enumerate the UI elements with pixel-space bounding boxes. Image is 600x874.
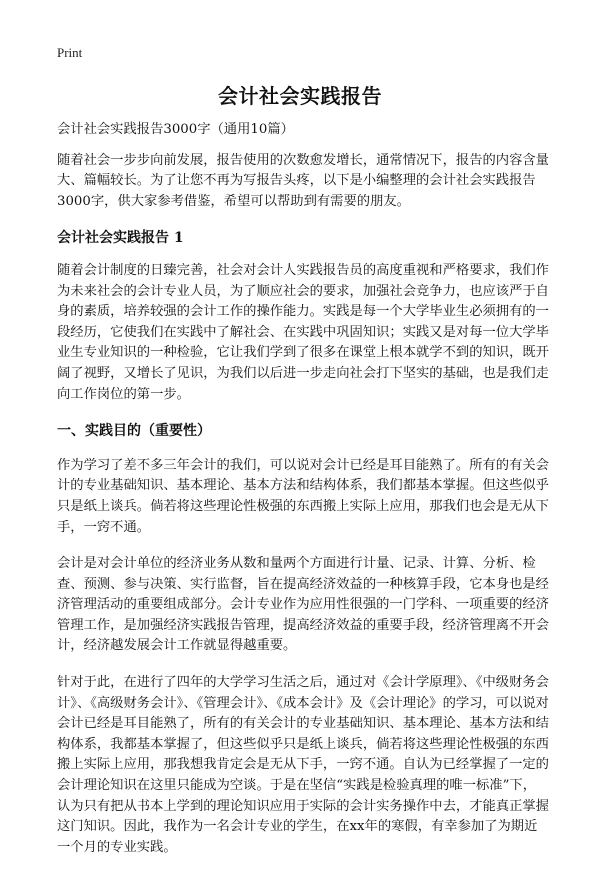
section-paragraph: 随着会计制度的日臻完善，社会对会计人实践报告员的高度重视和严格要求，我们作为未来社会的会计专业人员，为了顺应社会的要求，加强社会竞争力，也应该严于自身的素质，培养较强的会计工作的操作能力。实践是每一个大学毕业生必须拥有的一段经历，它使我们在实践中了解社会、在实践中巩固知识；实践又是对每一位大学毕业生专业知识的一种检验，它让我们学到了很多在课堂上根本就学不到的知识，既开阔了视野，又增长了见识，为我们以后进一步走向社会打下坚实的基础，也是我们走向工作岗位的第一步。 xyxy=(57,262,549,402)
print-link[interactable]: Print xyxy=(57,45,83,60)
document-subtitle: 会计社会实践报告3000字（通用10篇） xyxy=(57,122,294,137)
purpose-paragraph-3: 针对于此，在进行了四年的大学学习生活之后，通过对《会计学原理》、《中级财务会计》、《高级财务会计》、《管理会计》、《成本会计》及《会计理论》的学习，可以说对会计已经是耳目能熟了，所有的有关会计的专业基础知识、基本理论、基本方法和结构体系，我都基本掌握了，但这些似乎只是纸上谈兵，倘若将这些理论性极强的东西搬上实际上应用，那我想我肯定会是无从下手，一窍不通。自认为已经掌握了一定的会计理论知识在这里只能成为空谈。于是在坚信“实践是检验真理的唯一标准”下，认为只有把从书本上学到的理论知识应用于实际的会计实务操作中去，才能真正掌握这门知识。因此，我作为一名会计专业的学生，在xx年的寒假，有幸参加了为期近一个月的专业实践。 xyxy=(57,675,549,855)
section-heading: 会计社会实践报告 1 xyxy=(57,230,184,247)
document-title: 会计社会实践报告 xyxy=(218,84,382,108)
document-body xyxy=(57,120,549,874)
purpose-paragraph-1: 作为学习了差不多三年会计的我们，可以说对会计已经是耳目能熟了。所有的有关会计的专业基础知识、基本理论、基本方法和结构体系，我们都基本掌握。但这些似乎只是纸上谈兵。倘若将这些理论性极强的东西搬上实际上应用，那我们也会是无从下手，一窍不通。 xyxy=(57,457,549,535)
intro-paragraph: 随着社会一步步向前发展，报告使用的次数愈发增长，通常情况下，报告的内容含量大、篇幅较长。为了让您不再为写报告头疼，以下是小编整理的会计社会实践报告3000字，供大家参考借鉴，希望可以帮助到有需要的朋友。 xyxy=(57,152,549,209)
purpose-paragraph-2: 会计是对会计单位的经济业务从数和量两个方面进行计量、记录、计算、分析、检查、预测、参与决策、实行监督，旨在提高经济效益的一种核算手段，它本身也是经济管理活动的重要组成部分。会计专业作为应用性很强的一门学科、一项重要的经济管理工作，是加强经济实践报告管理，提高经济效益的重要手段，经济管理离不开会计，经济越发展会计工作就显得越重要。 xyxy=(57,556,549,654)
purpose-heading: 一、实践目的（重要性） xyxy=(57,423,211,440)
